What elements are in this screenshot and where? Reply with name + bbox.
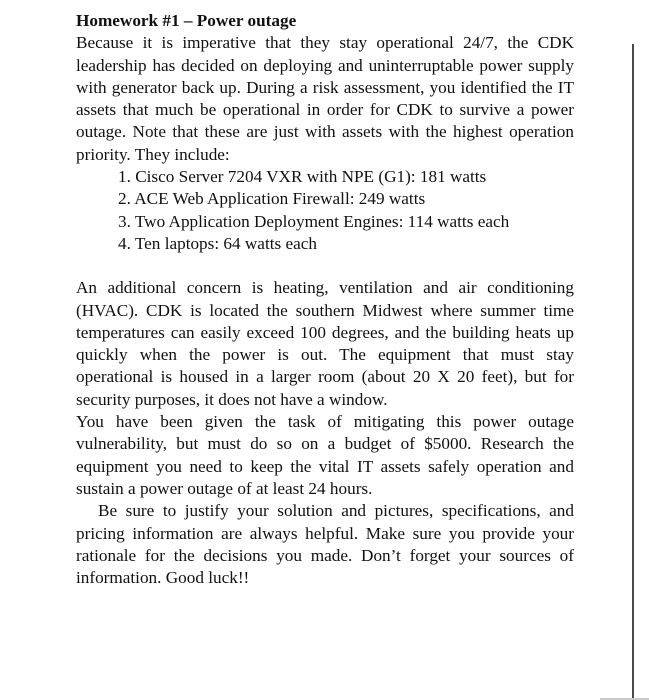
vertical-scrollbar[interactable] [632, 44, 634, 700]
closing-paragraph: Be sure to justify your solution and pictures, specifications, and pricing information are always helpful. Make sure you provide your rationale for the decisions you made. Don’t forget your sources of information. Good luck!! [76, 501, 574, 588]
intro-paragraph: Because it is imperative that they stay operational 24/7, the CDK leadership has decided on deploying and uninterruptable power supply with generator back up. During a risk assessment, you identified the IT assets that much be operational in order for CDK to survive a power outage. Note that these are just with assets with the highest operation priority. They include: [76, 33, 574, 164]
document-title: Homework #1 – Power outage [76, 11, 297, 30]
asset-item: 4. Ten laptops: 64 watts each [118, 233, 317, 253]
asset-item: 2. ACE Web Application Firewall: 249 watts [118, 189, 426, 209]
task-paragraph: You have been given the task of mitigating this power outage vulnerability, but must do so on a budget of $5000. Research the equipment you need to keep the vital IT assets safely operation and sustain a power outage of at least 24 hours. [76, 412, 574, 498]
paragraph-spacer [76, 255, 574, 277]
homework-document [76, 10, 574, 589]
asset-list [76, 166, 574, 255]
hvac-paragraph: An additional concern is heating, ventilation and air conditioning (HVAC). CDK is located the southern Midwest where summer time temperatures can easily exceed 100 degrees, and the building heats up quickly when the power is out. The equipment that must stay operational is housed in a larger room (about 20 X 20 feet), but for security purposes, it does not have a window. [76, 278, 574, 409]
asset-item: 1. Cisco Server 7204 VXR with NPE (G1): 181 watts [118, 167, 487, 187]
asset-item: 3. Two Application Deployment Engines: 114 watts each [118, 211, 510, 231]
